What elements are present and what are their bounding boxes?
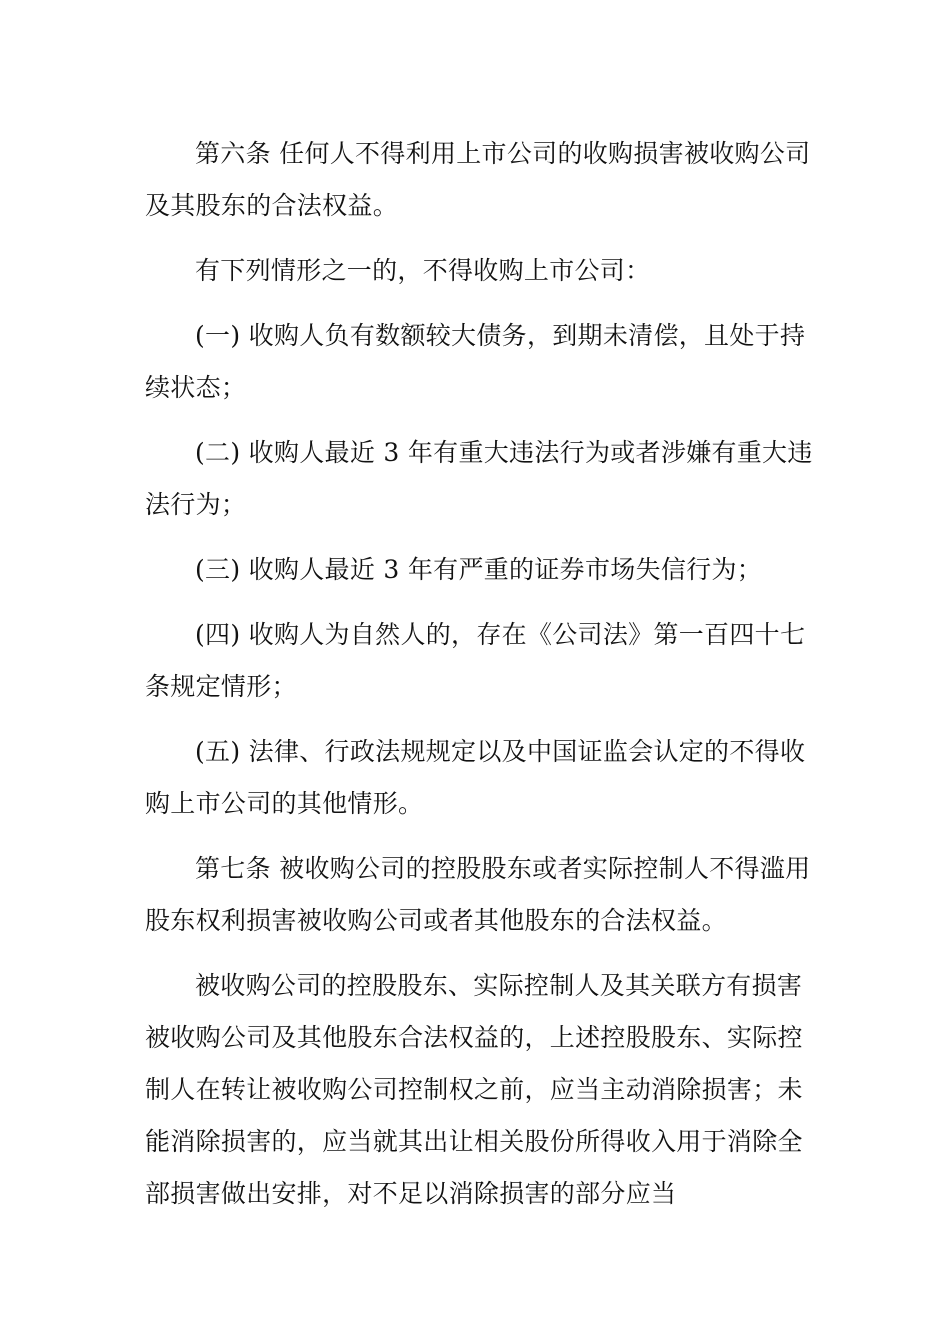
situation-item-4: (四) 收购人为自然人的，存在《公司法》第一百四十七条规定情形； <box>145 620 806 701</box>
article-7-continuation-paragraph: 被收购公司的控股股东、实际控制人及其关联方有损害被收购公司及其他股东合法权益的，上述控股股东、实际控制人在转让被收购公司控制权之前，应当主动消除损害；未能消除损害的，应当就其出让相关股份所得收入用于消除全部损害做出安排，对不足以消除损害的部分应当 <box>145 971 803 1208</box>
situation-item-1: (一) 收购人负有数额较大债务，到期未清偿，且处于持续状态； <box>145 321 806 402</box>
article-6-paragraph: 第六条 任何人不得利用上市公司的收购损害被收购公司及其股东的合法权益。 <box>145 139 811 220</box>
prohibited-situations-intro: 有下列情形之一的，不得收购上市公司： <box>195 256 651 285</box>
document-body <box>145 128 815 1233</box>
situation-item-3: (三) 收购人最近 3 年有严重的证券市场失信行为； <box>195 555 763 584</box>
situation-item-2: (二) 收购人最近 3 年有重大违法行为或者涉嫌有重大违法行为； <box>145 438 813 519</box>
situation-item-5: (五) 法律、行政法规规定以及中国证监会认定的不得收购上市公司的其他情形。 <box>145 737 806 818</box>
article-7-paragraph: 第七条 被收购公司的控股股东或者实际控制人不得滥用股东权利损害被收购公司或者其他股东的合法权益。 <box>145 854 811 935</box>
